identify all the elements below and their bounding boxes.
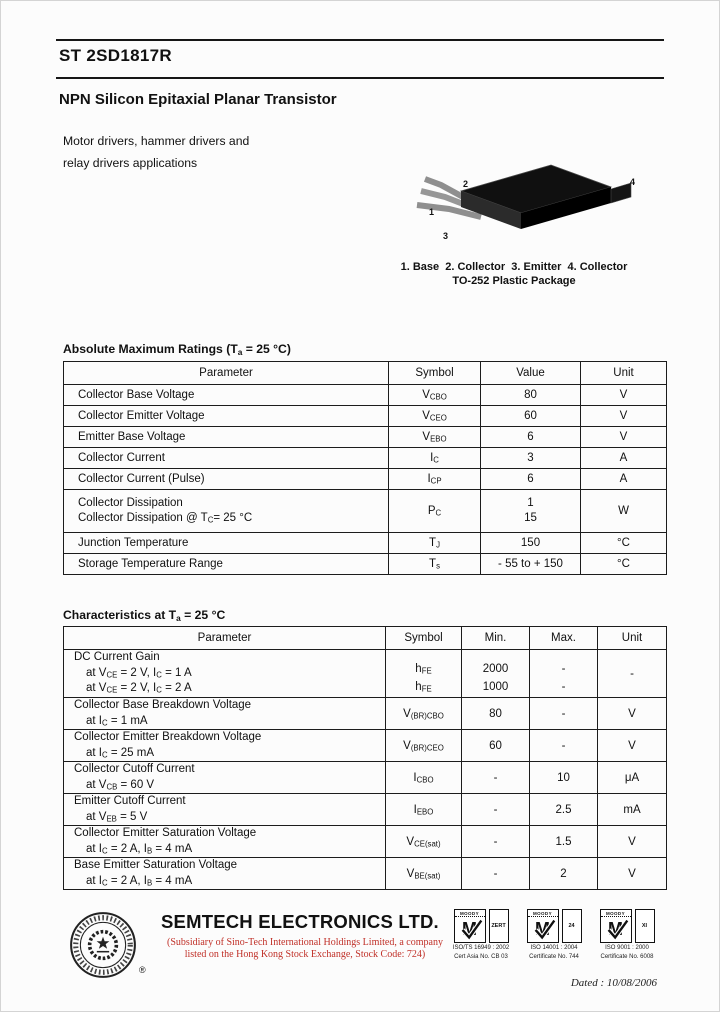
symbol-cell: $V_{CE(sat)}$ (386, 826, 462, 858)
table-row (64, 448, 667, 469)
star-icon (97, 937, 110, 949)
badge-caption-line: Cert Asia No. CB 03 (454, 954, 508, 960)
certification-badge-3 (594, 909, 660, 961)
param-cell (64, 490, 389, 533)
unit-cell: °C (581, 554, 667, 575)
param-cell: Storage Temperature Range (64, 554, 389, 575)
unit-cell: V (581, 427, 667, 448)
badge-caption-line: Certificate No. 6008 (600, 954, 654, 960)
min-cell: - (462, 762, 530, 794)
unit-cell: V (598, 858, 667, 890)
package-name-caption: TO-252 Plastic Package (452, 275, 576, 287)
dated-label: Dated : 10/08/2006 (570, 977, 657, 989)
table-row (64, 698, 667, 730)
table-row (64, 406, 667, 427)
symbol-cell: $V_{EBO}$ (389, 427, 481, 448)
moody-logo (600, 909, 632, 943)
max-cell: - (530, 698, 598, 730)
max-line: - (561, 680, 566, 693)
badge-caption-line: ISO 9001 : 2000 (605, 945, 649, 951)
header-divider (56, 77, 664, 79)
param-cell (64, 650, 386, 698)
param-cell (64, 858, 386, 890)
moody-brand-label: MOODY (455, 910, 485, 917)
unit-cell: V (598, 698, 667, 730)
value-cell: 60 (481, 406, 581, 427)
table-row (64, 533, 667, 554)
value-cell: 80 (481, 385, 581, 406)
top-divider (56, 39, 664, 41)
value-cell: 3 (481, 448, 581, 469)
condition-line: at $I_C = 2$ A, $I_B = 4$ mA (86, 874, 193, 888)
company-subtitle-line1: (Subsidiary of Sino-Tech International Holdings Limited, a company (167, 937, 443, 948)
symbol-cell: $V_{(BR)CBO}$ (386, 698, 462, 730)
certification-badges (448, 909, 660, 961)
value-cell: 6 (481, 469, 581, 490)
param-cell: Collector Current (Pulse) (64, 469, 389, 490)
symbol-cell: $V_{(BR)CEO}$ (386, 730, 462, 762)
unit-cell: °C (581, 533, 667, 554)
param-cell: Collector Base Voltage (64, 385, 389, 406)
secondary-cert-mark: XI (635, 909, 655, 943)
table-row (64, 490, 667, 533)
max-cell: 2.5 (530, 794, 598, 826)
pin-3-label: 3 (443, 231, 449, 241)
condition-line: at $V_{CE} = 2$ V, $I_C = 2$ A (86, 682, 192, 695)
col-header-parameter: Parameter (64, 362, 389, 385)
value-cell: 6 (481, 427, 581, 448)
check-icon (455, 914, 486, 943)
value-cell: - 55 to + 150 (481, 554, 581, 575)
col-header-unit: Unit (598, 627, 667, 650)
max-cell: 10 (530, 762, 598, 794)
param-cell (64, 826, 386, 858)
param-line: Collector Emitter Breakdown Voltage (74, 731, 262, 743)
unit-cell: μA (598, 762, 667, 794)
col-header-symbol: Symbol (389, 362, 481, 385)
company-subtitle (151, 937, 459, 961)
col-header-value: Value (481, 362, 581, 385)
unit-cell: V (581, 406, 667, 427)
unit-cell: mA (598, 794, 667, 826)
abs-max-header-row (64, 362, 667, 385)
symbol-line: $h_{FE}$ (415, 663, 432, 676)
param-line: Emitter Cutoff Current (74, 795, 186, 807)
min-cell: - (462, 794, 530, 826)
symbol-cell: $V_{CEO}$ (389, 406, 481, 427)
moody-brand-label: MOODY (601, 910, 631, 917)
value-cell (481, 490, 581, 533)
condition-line: at $V_{EB} = 5$ V (86, 810, 148, 824)
max-cell: - (530, 730, 598, 762)
moody-logo (454, 909, 486, 943)
param-cell: Collector Emitter Voltage (64, 406, 389, 427)
unit-cell: V (598, 826, 667, 858)
certification-badge-2 (521, 909, 587, 961)
table-row (64, 858, 667, 890)
condition-line: at $V_{CB} = 60$ V (86, 778, 155, 792)
unit-cell: A (581, 469, 667, 490)
page-title: NPN Silicon Epitaxial Planar Transistor (59, 91, 337, 108)
table-row (64, 794, 667, 826)
secondary-cert-mark: ZERT (489, 909, 509, 943)
company-name: SEMTECH ELECTRONICS LTD. (161, 911, 439, 932)
min-cell: 60 (462, 730, 530, 762)
symbol-cell: $I_C$ (389, 448, 481, 469)
symbol-line: $h_{FE}$ (415, 680, 432, 694)
symbol-cell (386, 650, 462, 698)
max-cell: 1.5 (530, 826, 598, 858)
param-line: Collector Cutoff Current (74, 763, 195, 775)
pin-2-label: 2 (463, 179, 469, 189)
table-row (64, 385, 667, 406)
package-drawing (399, 151, 643, 256)
badge-caption-line: ISO/TS 16949 : 2002 (452, 945, 510, 951)
condition-line: at $I_C = 25$ mA (86, 746, 154, 760)
company-seal-logo (67, 909, 139, 981)
symbol-cell: $P_C$ (389, 490, 481, 533)
param-cell (64, 698, 386, 730)
param-line: Collector Emitter Saturation Voltage (74, 827, 257, 839)
pin-1-label: 1 (429, 207, 435, 217)
table-row (64, 427, 667, 448)
registered-trademark-icon: ® (139, 965, 146, 975)
pin-assignment-caption: 1. Base 2. Collector 3. Emitter 4. Collector (400, 261, 628, 273)
min-cell: - (462, 858, 530, 890)
symbol-cell: $T_s$ (389, 554, 481, 575)
max-cell (530, 650, 598, 698)
symbol-cell: $I_{CBO}$ (386, 762, 462, 794)
param-cell (64, 794, 386, 826)
col-header-unit: Unit (581, 362, 667, 385)
unit-cell: V (598, 730, 667, 762)
m-mark: M (535, 919, 550, 939)
check-icon (528, 914, 559, 943)
min-line: 2000 (482, 663, 509, 675)
value-line: 15 (524, 512, 537, 524)
param-line: Collector Dissipation @ $T_C= 25$ °C (78, 512, 253, 525)
col-header-symbol: Symbol (386, 627, 462, 650)
min-line: 1000 (482, 680, 509, 693)
part-number: ST 2SD1817R (59, 46, 172, 65)
col-header-parameter: Parameter (64, 627, 386, 650)
col-header-min: Min. (462, 627, 530, 650)
param-cell (64, 730, 386, 762)
secondary-cert-mark: 24 (562, 909, 582, 943)
unit-cell: - (598, 650, 667, 698)
table-row (64, 826, 667, 858)
param-cell (64, 762, 386, 794)
param-cell: Collector Current (64, 448, 389, 469)
condition-line: at $I_C = 2$ A, $I_B = 4$ mA (86, 842, 193, 856)
application-text-line2: relay drivers applications (63, 156, 198, 170)
company-subtitle-line2: listed on the Hong Kong Stock Exchange, Stock Code: 724) (184, 949, 426, 960)
badge-caption-line: ISO 14001 : 2004 (530, 945, 578, 951)
table-row (64, 762, 667, 794)
pin-4-label: 4 (629, 177, 635, 187)
badge-caption-line: Certificate No. 744 (529, 954, 579, 960)
value-cell: 150 (481, 533, 581, 554)
symbol-cell: $I_{CP}$ (389, 469, 481, 490)
param-cell: Junction Temperature (64, 533, 389, 554)
unit-cell: W (581, 490, 667, 533)
param-line: Base Emitter Saturation Voltage (74, 859, 238, 871)
min-cell: - (462, 826, 530, 858)
moody-brand-label: MOODY (528, 910, 558, 917)
application-text-line1: Motor drivers, hammer drivers and (63, 134, 250, 148)
param-line: Collector Base Breakdown Voltage (74, 699, 252, 711)
table-row (64, 469, 667, 490)
package-tab (611, 183, 631, 203)
min-cell: 80 (462, 698, 530, 730)
abs-max-title: Absolute Maximum Ratings ($T_a = 25$ °C) (63, 342, 291, 357)
abs-max-table (63, 361, 667, 575)
symbol-cell: $V_{CBO}$ (389, 385, 481, 406)
condition-line: at $I_C = 1$ mA (86, 714, 148, 728)
max-cell: 2 (530, 858, 598, 890)
moody-logo (527, 909, 559, 943)
symbol-cell: $I_{EBO}$ (386, 794, 462, 826)
param-line: DC Current Gain (74, 651, 160, 664)
characteristics-header-row (64, 627, 667, 650)
unit-cell: A (581, 448, 667, 469)
certification-badge-1 (448, 909, 514, 961)
value-line: 1 (527, 496, 534, 509)
condition-line: at $V_{CE} = 2$ V, $I_C = 1$ A (86, 666, 192, 680)
param-line: Collector Dissipation (78, 496, 183, 509)
symbol-cell: $T_J$ (389, 533, 481, 554)
table-row (64, 650, 667, 698)
characteristics-table (63, 626, 667, 890)
max-line: - (561, 663, 566, 675)
table-row (64, 730, 667, 762)
characteristics-title: Characteristics at $T_a = 25$ °C (63, 608, 226, 623)
col-header-max: Max. (530, 627, 598, 650)
unit-cell: V (581, 385, 667, 406)
param-cell: Emitter Base Voltage (64, 427, 389, 448)
symbol-cell: $V_{BE(sat)}$ (386, 858, 462, 890)
check-icon (601, 914, 632, 943)
m-mark: M (462, 919, 477, 939)
m-mark: M (608, 919, 623, 939)
min-cell (462, 650, 530, 698)
table-row (64, 554, 667, 575)
